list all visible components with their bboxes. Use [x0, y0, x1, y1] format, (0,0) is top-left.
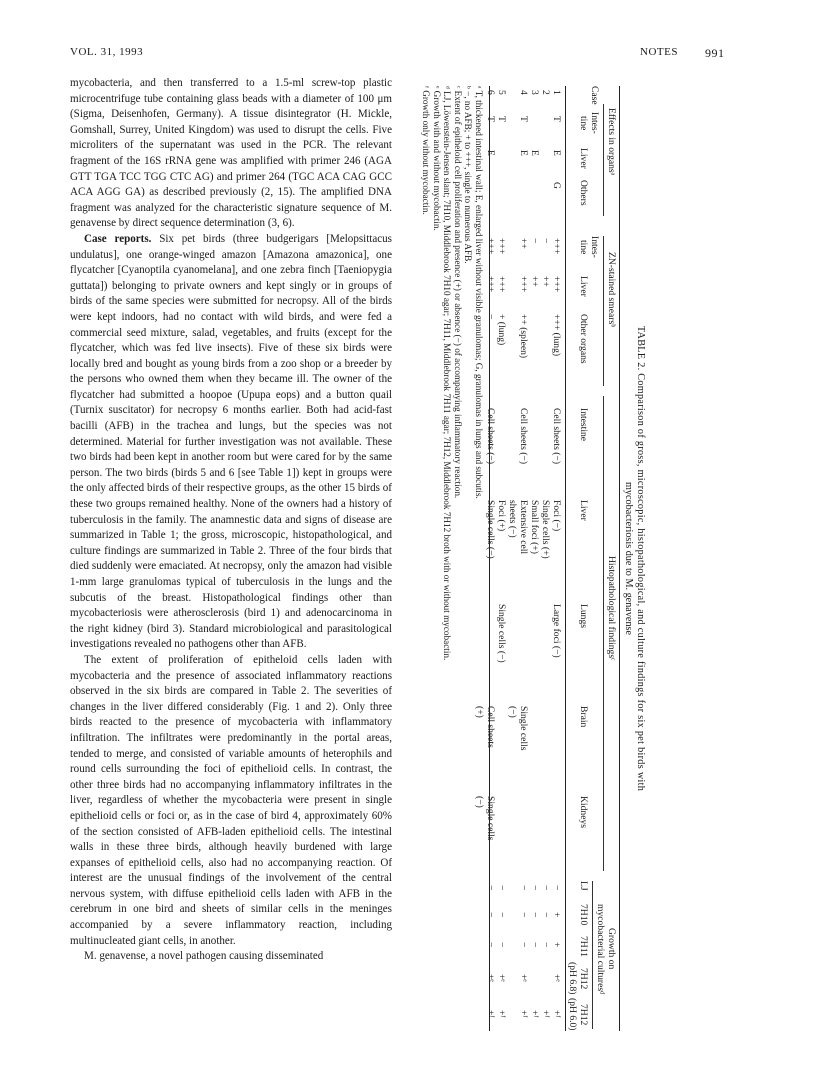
table-footnote: ᵇ −, no AFB; + to +++, single to numerous AFB.: [463, 86, 474, 264]
group-growth-1: Growth on: [606, 928, 617, 970]
col-histo-kidneys: Kidneys: [578, 796, 589, 828]
volume-label: VOL. 31, 1993: [70, 46, 144, 58]
paragraph-methods: mycobacteria, and then transferred to a 1.5-ml screw-top plastic microcentrifuge tube containing glass beads with a diameter of 100 μm (Sigma, Deisenhofen, Germany). A tissue disintegrator (H. Mickle, Gomshall, Surrey, United Kingdom) was used to disrupt the cells. Five microliters of the supernatant was used in the PCR. The relevant fragment of the 16S rRNA gene was amplified with primer 246 (AGA GTT TGA TCC TGG CTC AG) and primer 264 (TGC ACA CAG GCC ACA AGG GA) as described previously (2, 15). The amplified DNA fragment was analyzed for the characteristic signature sequence of M. genavense by direct sequence determination (3, 6).: [70, 77, 392, 230]
table-cell-h11: +: [551, 942, 562, 948]
table-caption-line1: TABLE 2. Comparison of gross, microscopic, histopathological, and culture findings for six pet birds with: [635, 325, 646, 792]
col-7h12-a-1: 7H12: [578, 968, 589, 990]
table-cell-zother: + (lung): [496, 314, 507, 346]
body-text-column: [70, 76, 392, 1066]
table-cell-h10: −: [529, 912, 540, 918]
table-cell-zint: +++: [485, 238, 496, 255]
table-cell-h12a: +ᵉ: [496, 974, 507, 982]
col-liver: Liver: [578, 148, 589, 169]
table-cell-lj: −: [529, 885, 540, 891]
col-others: Others: [578, 180, 589, 206]
col-7h12-a-2: (pH 6.8): [567, 962, 578, 995]
col-7h11: 7H11: [578, 936, 589, 957]
col-zn-intestine-1: Intes-: [589, 236, 600, 258]
table-2-rotated: [418, 86, 648, 1031]
zn-subrule: [603, 236, 604, 386]
table-cell-lj: −: [496, 885, 507, 891]
group-growth-2: mycobacterial culturesᵈ: [595, 904, 606, 995]
table-cell-h12b: +ᶠ: [529, 1010, 540, 1018]
table-cell-case: 6: [485, 90, 496, 95]
table-cell-zint: +++: [551, 238, 562, 255]
table-cell-liver: E: [518, 150, 529, 156]
table-footnote: ᶜ Extent of epitheloid cell proliferation and presence (+) or absence (−) of accompanying inflammatory reaction.: [453, 86, 463, 499]
group-effects: Effects in organsᵃ: [606, 108, 617, 176]
section-label: NOTES: [640, 46, 678, 58]
table-cell-hbrain: (+): [474, 706, 485, 718]
col-7h12-b-1: 7H12: [578, 1004, 589, 1026]
table-header-rule: [565, 86, 566, 1031]
page-number: 991: [705, 46, 725, 60]
table-cell-zliver: ++: [540, 276, 551, 287]
table-cell-h10: +: [551, 912, 562, 918]
table-cell-hliver: Single cells (−): [485, 500, 496, 559]
table-cell-h12a: +ᵉ: [518, 974, 529, 982]
table-cell-zliver: +++: [485, 276, 496, 293]
table-cell-hint: Cell sheets (−): [551, 408, 562, 465]
table-cell-zother: −: [485, 314, 496, 320]
effects-subrule: [603, 104, 604, 216]
table-cell-lj: −: [551, 885, 562, 891]
table-cell-case: 4: [518, 90, 529, 95]
col-7h10: 7H10: [578, 904, 589, 926]
table-cell-hlungs: Single cells (−): [496, 604, 507, 663]
table-cell-hliver: Small foci (+): [529, 500, 540, 554]
table-footnote: ᵃ T, thickened intestinal wall; E, enlarged liver without visible granulomas; G, granulomas in lungs and subcutis.: [474, 86, 484, 499]
table-cell-liver: E: [485, 150, 496, 156]
table-cell-hliver: Single cells (+): [540, 500, 551, 559]
table-cell-case: 1: [551, 90, 562, 95]
table-footnote: ᶠ Growth only without mycobactin.: [421, 86, 432, 215]
table-cell-hbrain: (−): [507, 706, 518, 718]
table-cell-zliver: +++: [518, 276, 529, 293]
table-cell-zliver: +++: [551, 276, 562, 293]
table-cell-h12b: +ᶠ: [496, 1010, 507, 1018]
table-cell-zliver: +++: [496, 276, 507, 293]
table-cell-hbrain: Cell sheets: [485, 706, 496, 748]
col-histo-brain: Brain: [578, 706, 589, 728]
table-cell-hliver: Foci (+): [496, 500, 507, 532]
col-zn-liver: Liver: [578, 276, 589, 297]
col-histo-lungs: Lungs: [578, 604, 589, 628]
table-cell-hlungs: Large foci (−): [551, 604, 562, 658]
table-cell-h12b: +ᶠ: [540, 1010, 551, 1018]
col-lj: LJ: [578, 881, 589, 891]
table-cell-hint: Cell sheets (−): [485, 408, 496, 465]
col-histo-intestine: Intestine: [578, 408, 589, 442]
table-cell-h12a: +ᵉ: [485, 974, 496, 982]
table-cell-h12a: +ᵉ: [551, 974, 562, 982]
table-cell-int: T: [551, 116, 562, 122]
table-cell-case: 3: [529, 90, 540, 95]
table-cell-h11: −: [540, 942, 551, 948]
table-caption-line2: mycobacteriosis due to M. genavense: [623, 481, 634, 636]
table-cell-hliver: Foci (−): [551, 500, 562, 532]
case-reports-heading: Case reports.: [84, 232, 152, 245]
table-cell-others: G: [551, 182, 562, 189]
table-cell-zint: +++: [496, 238, 507, 255]
table-cell-zother: ++ (spleen): [518, 314, 529, 359]
table-cell-case: 5: [496, 90, 507, 95]
col-7h12-b-2: (pH 6.0): [567, 998, 578, 1031]
table-cell-h10: −: [518, 912, 529, 918]
table-cell-zint: ++: [518, 238, 529, 249]
table-cell-zother: +++ (lung): [551, 314, 562, 357]
table-cell-int: T: [485, 116, 496, 122]
table-footnote: ᵈ LJ, Löwenstein-Jensen slant; 7H10, Middlebrook 7H10 agar; 7H11, Middlebrook 7H11 agar; 7H12, Middlebrook 7H12 broth with or without mycobactin.: [442, 86, 453, 661]
table-cell-hint: Cell sheets (−): [518, 408, 529, 465]
paragraph-case-reports: [70, 232, 392, 653]
table-cell-hliver: sheets (−): [507, 500, 518, 538]
col-intestine-1: Intes-: [589, 112, 600, 134]
histo-subrule: [603, 396, 604, 871]
table-cell-h10: −: [540, 912, 551, 918]
table-cell-h11: −: [496, 942, 507, 948]
table-cell-hbrain: Single cells: [518, 706, 529, 751]
table-bottom-rule: [489, 86, 490, 1031]
case-reports-text: Six pet birds (three budgerigars [Melopsittacus undulatus], one orange-winged amazon [Amazona amazonica], one flycatcher [Cyanoptila cyanomelana], and one zebra finch [Taeniopygia guttata]) belonging to private owners and kept singly or in groups of birds of the same species were submitted for necropsy. All of the birds were kept indoors, had no contact with wild birds, and were fed a commercial seed mixture, salad, vegetables, and fruits (except for the flycatcher, which was fed live insects). Five of these six birds were locally bred and bought as young birds from a zoo shop or a breeder by the persons who owned them when they became ill. The owner of the flycatcher had submitted a hoopoe (Upupa eops) and a button quail (Turnix suscitator) for necropsy 6 months earlier. Both had acid-fast bacilli (AFB) in the trachea and lungs, but the species was not determined. Material for further investigation was not available. These two birds had been kept in another room but were cared for by the same person. The two birds (birds 5 and 6 [see Table 1]) kept in groups were the only affected birds of their respective groups, as the other 15 birds of these two groups remained healthy. None of the owners had a history of tuberculosis in the family. The anamnestic data and signs of disease are summarized in Table 1; the gross, microscopic, histopathological, and culture findings are summarized in Table 2. Three of the four birds that died suddenly were emaciated. At necropsy, only the amazon had visible 1-mm large granulomas typical of tuberculosis in the lungs and the subcutis of the breast. Histopathological findings other than mycobacteriosis were atherosclerosis (bird 1) and adenocarcinoma in the right kidney (bird 3). Standard microbiological and parasitological investigations revealed no pathogens other than AFB.: [70, 232, 392, 651]
table-cell-zliver: ++: [529, 276, 540, 287]
group-histo: Histopathological findingsᶜ: [606, 556, 617, 661]
table-cell-lj: −: [485, 885, 496, 891]
table-cell-zint: −: [540, 238, 551, 244]
table-cell-int: T: [518, 116, 529, 122]
table-cell-hkid: Single cells: [485, 796, 496, 841]
table-cell-case: 2: [540, 90, 551, 95]
table-cell-h12b: +ᶠ: [485, 1010, 496, 1018]
col-case: Case: [589, 86, 600, 105]
table-cell-lj: −: [518, 885, 529, 891]
table-cell-hliver: Extensive cell: [518, 500, 529, 555]
table-cell-h10: −: [485, 912, 496, 918]
group-zn: ZN-stained smearsᵇ: [606, 252, 617, 328]
table-cell-h12b: +ᶠ: [518, 1010, 529, 1018]
paragraph-genavense: M. genavense, a novel pathogen causing disseminated: [84, 950, 324, 963]
table-cell-hkid: (−): [474, 796, 485, 808]
table-cell-liver: E: [529, 150, 540, 156]
col-zn-other: Other organs: [578, 314, 589, 364]
table-cell-h11: −: [529, 942, 540, 948]
table-top-rule: [619, 86, 620, 1031]
paragraph-epitheloid: The extent of proliferation of epitheloid cells laden with mycobacteria and the presence of associated inflammatory reactions observed in the six birds are compared in Table 2. The severities of changes in the liver differed considerably (Fig. 1 and 2). Only three birds reacted to the presence of mycobacteria with inflammatory infiltration. The infiltrates were predominantly in the portal areas, tended to merge, and consisted of variable amounts of heterophils and round cells surrounding the foci of epithelioid cells. In contrast, the other three birds had no accompanying inflammatory infiltrates in the liver, regardless of whether the mycobacteria were present in single epithelioid cells or foci or, as in the case of bird 4, approximately 60% of the section consisted of AFB-laden epithelioid cells. The intestinal walls in these three birds, although heavily burdened with large expanses of epithelioid cells, also had no accompanying reaction. Of interest are the unusual findings of the involvement of the central nervous system, with diffuse epithelioid cells laden with AFB in the cerebrum in one bird and sheets of similar cells in the meninges accompanied by a severe inflammatory reaction, including multinucleated giant cells, in another.: [70, 653, 392, 947]
col-zn-intestine-2: tine: [578, 240, 589, 255]
table-cell-h10: −: [496, 912, 507, 918]
table-cell-lj: −: [540, 885, 551, 891]
growth-subrule: [592, 881, 593, 1029]
running-header: [0, 46, 816, 62]
table-footnote: ᵉ Growth with and without mycobactin.: [432, 86, 442, 231]
col-histo-liver: Liver: [578, 500, 589, 521]
table-cell-int: T: [496, 116, 507, 122]
table-cell-liver: E: [551, 150, 562, 156]
table-cell-h11: −: [518, 942, 529, 948]
col-intestine-2: tine: [578, 116, 589, 131]
table-cell-h12b: +ᶠ: [551, 1010, 562, 1018]
table-cell-zint: −: [529, 238, 540, 244]
table-cell-h11: −: [485, 942, 496, 948]
